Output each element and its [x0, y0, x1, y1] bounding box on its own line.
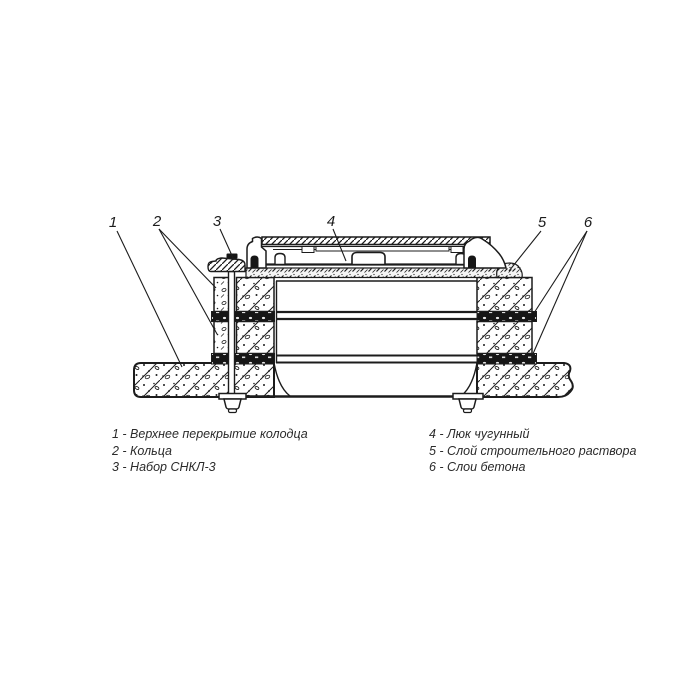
hatch-cover-top: [262, 237, 490, 245]
ring-block: [477, 322, 532, 354]
callout-6: 6: [583, 214, 593, 231]
hatch-tab: [451, 247, 463, 253]
snkl-bolt-tip: [229, 409, 237, 413]
leader-line-5: [509, 231, 541, 271]
legend-item-3: 3 - Набор СНКЛ-3: [112, 460, 216, 474]
legend-right-column: [429, 426, 636, 476]
callout-4: 4: [326, 213, 336, 230]
callout-2: 2: [152, 213, 162, 230]
legend-item-1: 1 - Верхнее перекрытие колодца: [112, 427, 308, 441]
leader-line-2: [159, 229, 217, 334]
legend-item-5: 5 - Слой строительного раствора: [429, 443, 637, 458]
hatch-foot: [275, 254, 285, 265]
joint-layer: [477, 312, 537, 322]
legend-item-6: 6 - Слои бетона: [429, 460, 526, 474]
callout-5: 5: [537, 214, 547, 231]
callout-3: 3: [212, 213, 222, 230]
joint-layer: [212, 354, 275, 365]
legend-item-4: 4 - Люк чугунный: [429, 427, 530, 441]
ground-slab-left: [134, 363, 274, 397]
hatch-frame-left-channel: [251, 256, 259, 269]
ring-block: [237, 322, 275, 354]
snkl-nut: [224, 399, 241, 409]
ring-block: [237, 278, 275, 312]
ring-block: [214, 322, 229, 354]
snkl-bolt-tip: [464, 409, 472, 413]
snkl-washer: [453, 394, 483, 400]
ring-block: [214, 278, 229, 312]
callout-numbers: [109, 213, 593, 231]
snkl-clamp-bracket: [208, 258, 245, 272]
hatch-tab: [302, 247, 314, 253]
well-top-slab: [134, 363, 573, 397]
mortar-layer-under-frame: [246, 268, 520, 278]
callout-1: 1: [108, 214, 118, 231]
snkl-washer: [219, 394, 246, 400]
legend-item-2: 2 - Кольца: [112, 443, 172, 458]
leader-line-6: [532, 231, 587, 356]
leader-line-2: [159, 229, 216, 288]
legend-left-column: [112, 426, 308, 476]
leader-line-6: [534, 231, 587, 313]
cast-iron-hatch: [247, 237, 506, 268]
hatch-lifting-lug: [352, 253, 385, 265]
joint-layer: [212, 312, 275, 322]
hatch-frame-right-channel: [468, 256, 476, 269]
ground-slab-right: [477, 363, 573, 397]
shaft-interior-lines: [245, 281, 480, 397]
snkl-bolt-rod: [229, 272, 235, 397]
joint-layer: [477, 354, 537, 365]
snkl-nut: [459, 399, 476, 409]
ring-block: [477, 278, 532, 312]
leader-line-1: [117, 231, 182, 367]
hatch-recess-strip: [316, 247, 449, 252]
